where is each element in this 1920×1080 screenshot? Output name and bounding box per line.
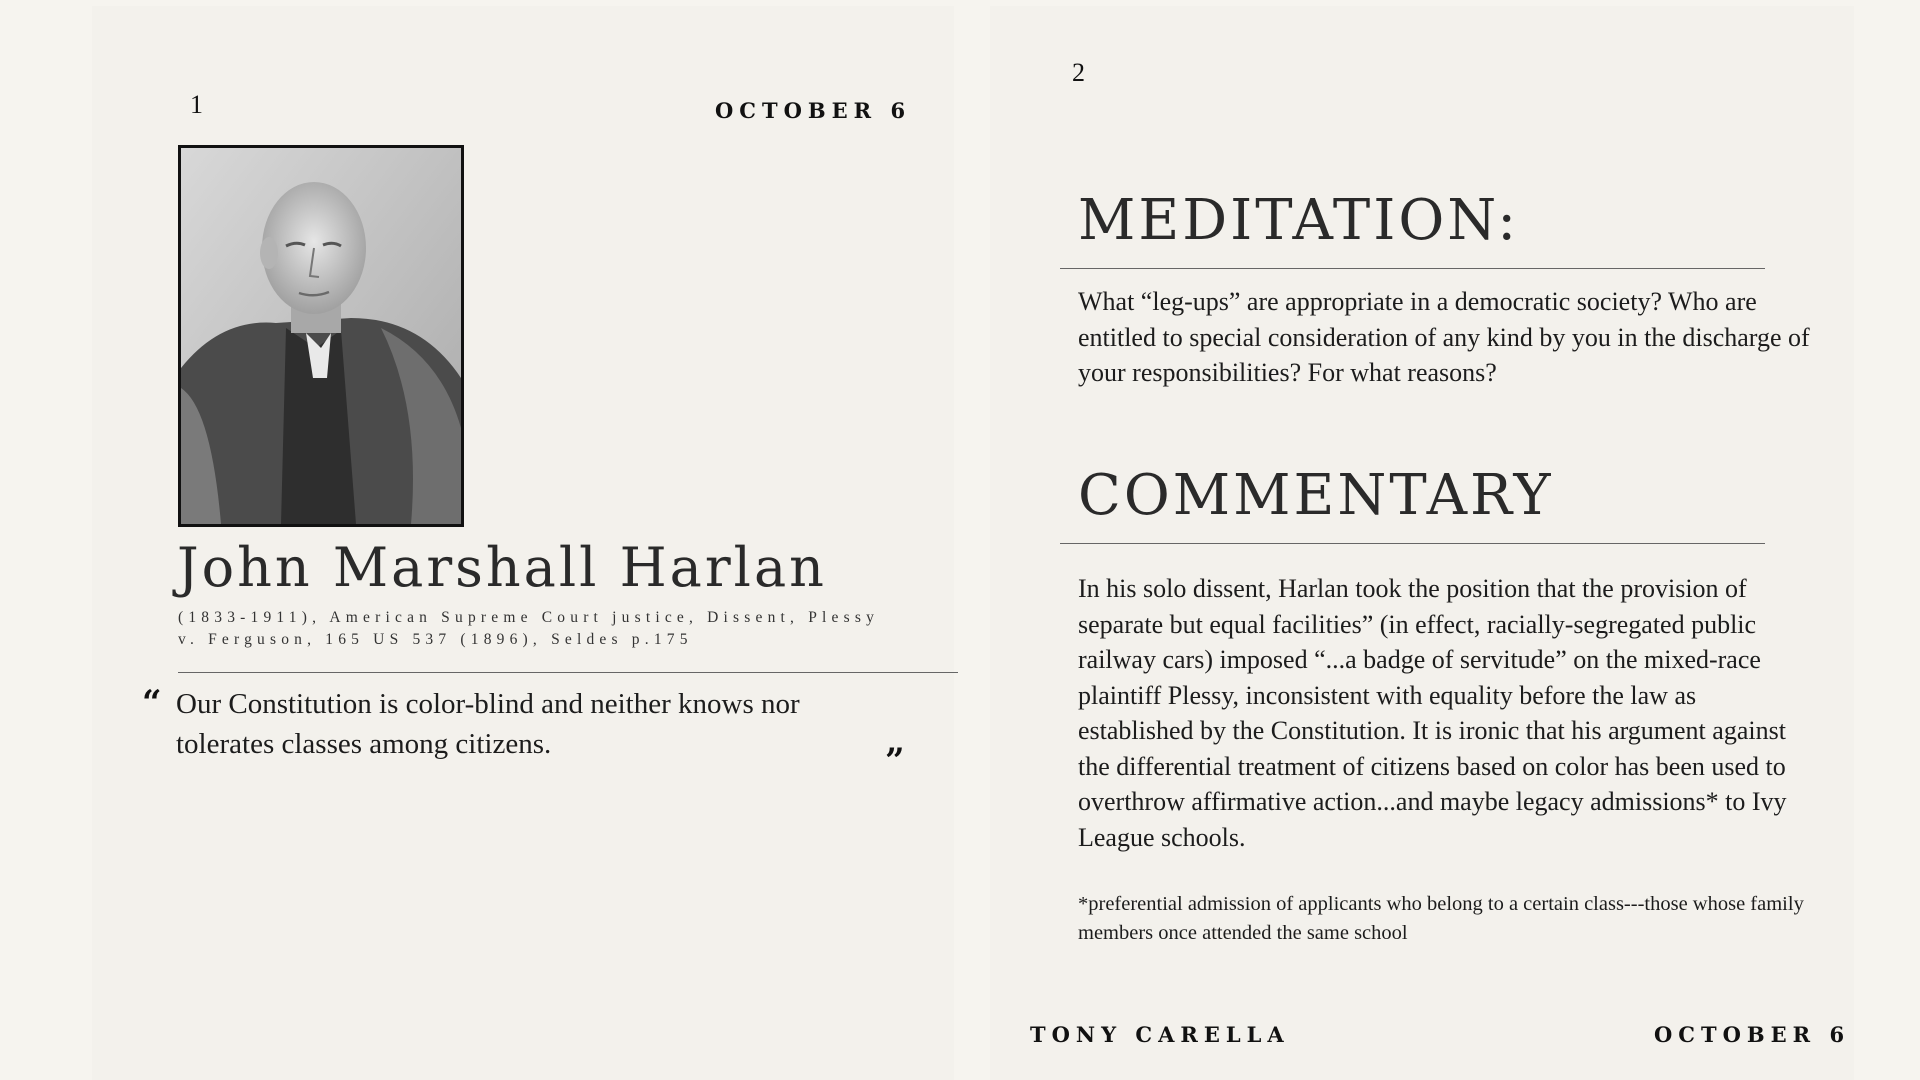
divider	[178, 672, 958, 673]
commentary-heading: COMMENTARY	[1078, 463, 1554, 528]
author-name: TONY CARELLA	[1030, 1022, 1290, 1047]
commentary-text: In his solo dissent, Harlan took the position that the provision of separate but equal facilities” (in effect, racially-segregated public railway cars) imposed “...a badge of servitude” on the mixed-race plaintiff Plessy, inconsistent with equality before the law as established by the Constitution. It is ironic that his argument against the differential treatment of citizens based on color has been used to overthrow affirmative action...and maybe legacy admissions* to Ivy League schools.	[1078, 574, 1787, 852]
commentary-divider	[1060, 543, 1765, 544]
page-number: 1	[190, 90, 203, 119]
meditation-divider	[1060, 268, 1765, 269]
right-page	[990, 6, 1854, 1080]
person-description: (1833-1911), American Supreme Court justice, Dissent, Plessy v. Ferguson, 165 US 537 (1896), Seldes p.175	[178, 609, 880, 648]
quote-text: Our Constitution is color-blind and neither knows nor tolerates classes among citizens.	[176, 688, 800, 760]
meditation-text: What “leg-ups” are appropriate in a democratic society? Who are entitled to special consideration of any kind by you in the discharge of your responsibilities? For what reasons?	[1078, 287, 1810, 387]
close-quote-mark: ”	[885, 741, 905, 781]
person-name: John Marshall Harlan	[177, 536, 827, 599]
left-page	[92, 6, 954, 1080]
open-quote-mark: “	[142, 683, 162, 723]
meditation-heading: MEDITATION:	[1078, 188, 1520, 253]
page-number: 2	[1072, 58, 1085, 87]
footnote: *preferential admission of applicants who belong to a certain class---those whose family members once attended the same school	[1078, 893, 1804, 944]
page-date: OCTOBER 6	[715, 98, 912, 123]
portrait-illustration	[181, 148, 461, 524]
portrait-photo	[178, 145, 464, 527]
page-date: OCTOBER 6	[1654, 1022, 1851, 1047]
